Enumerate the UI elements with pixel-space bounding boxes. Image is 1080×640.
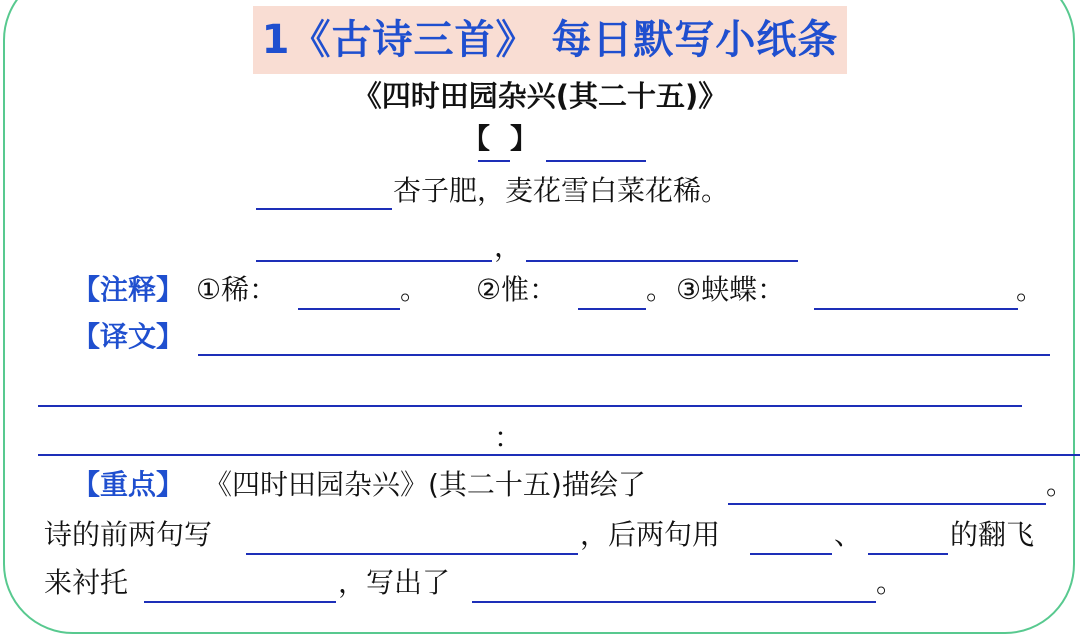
keypoint-end2: 。 [876, 566, 905, 599]
keypoint-label: 【重点】 [72, 468, 185, 501]
translation-label: 【译文】 [72, 320, 185, 353]
worksheet-title: 1《古诗三首》 每日默写小纸条 [261, 17, 839, 63]
translation-line-2[interactable] [38, 405, 1022, 407]
translation-line-1[interactable] [198, 354, 1050, 356]
poem-line2a-blank[interactable] [256, 260, 492, 262]
keypoint-end1: 。 [1046, 468, 1075, 501]
note2-prefix: ②惟： [476, 273, 558, 306]
dynasty-bracket-close: 】 [510, 122, 539, 155]
note3-prefix: ③蛱蝶： [676, 273, 786, 306]
dynasty-blank[interactable] [478, 160, 510, 162]
keypoint-text4: 、 [834, 518, 863, 551]
note3-end: 。 [1016, 273, 1045, 306]
keypoint-blank1[interactable] [728, 503, 1046, 505]
keypoint-text6: 来衬托 [44, 566, 129, 599]
poem-line2b-blank[interactable] [526, 260, 798, 262]
poem-line2-comma: ， [494, 230, 523, 263]
note2-end: 。 [646, 273, 675, 306]
keypoint-text1: 《四时田园杂兴》(其二十五)描绘了 [204, 468, 646, 501]
note2-blank[interactable] [578, 308, 646, 310]
poem-line1-text: 杏子肥，麦花雪白菜花稀。 [393, 174, 730, 207]
translation-colon: ： [494, 421, 523, 454]
keypoint-blank2[interactable] [246, 553, 578, 555]
poem-title: 《四时田园杂兴(其二十五)》 [352, 79, 728, 113]
keypoint-text5: 的翻飞 [950, 518, 1035, 551]
keypoint-blank5[interactable] [144, 601, 336, 603]
poem-line1-blank[interactable] [256, 208, 392, 210]
note1-end: 。 [400, 273, 429, 306]
note1-prefix: ①稀： [196, 273, 278, 306]
note1-blank[interactable] [298, 308, 400, 310]
notes-label: 【注释】 [72, 273, 185, 306]
keypoint-blank4[interactable] [868, 553, 948, 555]
keypoint-text2: 诗的前两句写 [44, 518, 213, 551]
keypoint-text7: ，写出了 [338, 566, 451, 599]
keypoint-blank3[interactable] [750, 553, 832, 555]
dynasty-bracket-open: 【 [462, 122, 491, 155]
keypoint-blank6[interactable] [472, 601, 876, 603]
author-blank[interactable] [546, 160, 646, 162]
note3-blank[interactable] [814, 308, 1018, 310]
translation-line-3[interactable] [38, 454, 1080, 456]
keypoint-text3: ，后两句用 [580, 518, 721, 551]
